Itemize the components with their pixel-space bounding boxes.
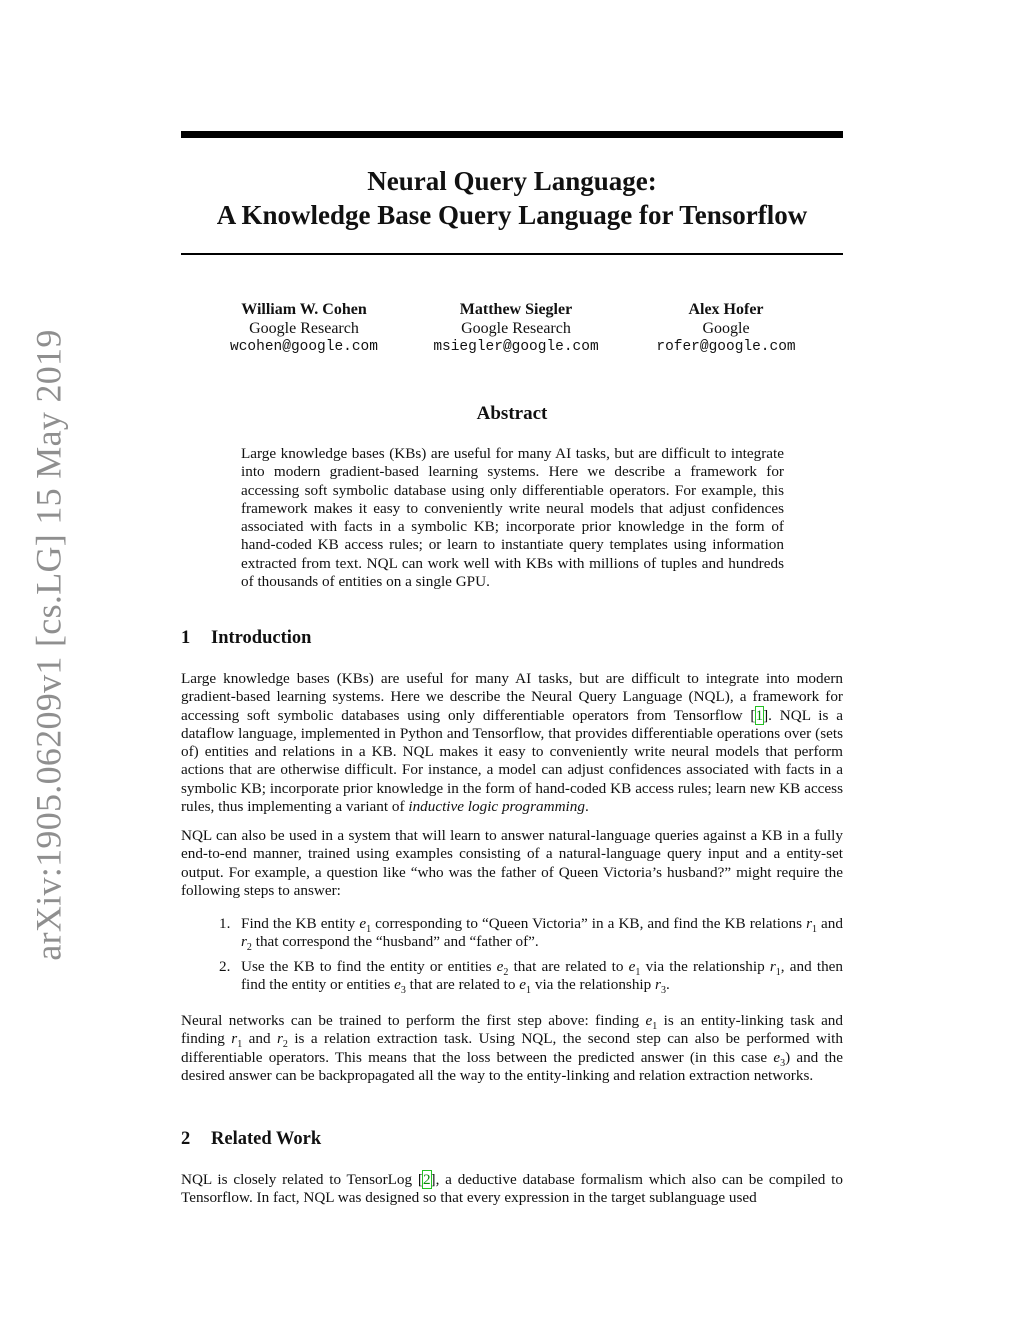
math-var: r <box>231 1030 238 1048</box>
math-sub: 1 <box>775 967 781 979</box>
math-sub: 1 <box>812 924 817 936</box>
list-item <box>215 958 843 995</box>
list-item <box>215 915 843 952</box>
math-sub: 1 <box>366 924 372 936</box>
author-affiliation: Google <box>702 320 750 337</box>
paper-title <box>181 164 843 232</box>
arxiv-identifier-stamp <box>29 329 69 961</box>
text-run: and <box>242 1030 277 1048</box>
text-run: . <box>584 798 589 816</box>
text-run: and <box>817 915 843 932</box>
math-var: r <box>276 1030 283 1048</box>
text-run: ], a deductive database formalism which also can be compiled to Tensorflow. In fact, NQL was designed so that every expression in the target sublanguage used <box>181 1171 843 1207</box>
math-sub: 1 <box>237 1039 243 1051</box>
author-block-3 <box>601 300 851 357</box>
abstract-text: Large knowledge bases (KBs) are useful for many AI tasks, but are difficult to integrate into modern gradient-based learning systems. Here we describe a framework for accessing soft symbolic database using only differentiable operators. For example, this framework makes it easy to conveniently write neural models that adjust confidences associated with facts in a symbolic KB; incorporate prior knowledge in the form of hand-coded KB access rules; or learn to instantiate query templates using information extracted from text. NQL can work well with KBs with millions of tuples and hundreds of thousands of entities on a single GPU. <box>241 445 784 591</box>
math-sub: 3 <box>660 985 666 997</box>
text-run: is a relation extraction task. Using NQL, the second step can also be performed with differentiable operators. This means that the loss between the predicted answer (in this case <box>181 1030 843 1066</box>
math-var: e <box>496 958 504 975</box>
text-run: Find the KB entity <box>241 915 360 932</box>
math-var: e <box>359 915 367 932</box>
citation-link-1[interactable]: 1 <box>755 706 764 724</box>
author-name: Matthew Siegler <box>459 301 573 318</box>
abstract-heading: Abstract <box>476 403 548 424</box>
section-number: 2 <box>181 1129 191 1149</box>
math-var: r <box>769 958 776 975</box>
author-affiliation: Google Research <box>461 320 571 337</box>
section-heading-related-work <box>181 1129 321 1150</box>
text-run: NQL is closely related to TensorLog [ <box>181 1171 423 1188</box>
text-run: ]. NQL is a dataflow language, implemented in Python and Tensorflow, that provides differentiable operations over (sets of) entities and relations in a KB. NQL makes it easy to conveniently write neural models that perform actions that are otherwise difficult. For instance, a model can adjust confidences associated with facts in a symbolic KB; incorporate prior knowledge in the form of hand-coded KB access rules; learn new KB access rules, thus implementing a variant of <box>181 706 843 816</box>
math-sub: 2 <box>246 942 252 954</box>
emphasis-ilp: inductive logic programming <box>408 798 585 816</box>
math-var: r <box>241 933 247 951</box>
intro-paragraph-2: NQL can also be used in a system that will learn to answer natural-language queries against a KB in a fully end-to-end manner, trained using examples consisting of a natural-language query input and a entity-set output. For example, a question like “who was the father of Queen Victoria’s husband?” might require the following steps to answer: <box>181 827 843 899</box>
title-line-2: A Knowledge Base Query Language for Tensorflow <box>216 200 808 230</box>
math-sub: 3 <box>780 1057 786 1069</box>
text-run: Large knowledge bases (KBs) are useful for many AI tasks, but are difficult to integrate into modern gradient-based learning systems. Here we describe the Neural Query Language (NQL), a framework for accessing soft symbolic databases using only differentiable operators from Tensorflow [ <box>181 670 843 724</box>
math-var: r <box>806 915 812 932</box>
section-title: Introduction <box>211 628 312 648</box>
text-run: corresponding to “Queen Victoria” in a KB, and find the KB relations <box>371 915 807 932</box>
math-sub: 2 <box>503 967 509 979</box>
text-run: is an entity-linking task and finding <box>181 1012 843 1048</box>
math-sub: 1 <box>635 967 641 979</box>
text-run: , and then find the entity or entities <box>241 958 843 994</box>
text-run: via the relationship <box>640 958 770 975</box>
math-var: e <box>773 1048 781 1066</box>
text-run: ) and the desired answer can be backpropagated all the way to the entity-linking and relation extraction networks. <box>181 1048 843 1084</box>
title-bottom-rule <box>181 253 843 255</box>
math-var: e <box>645 1012 653 1029</box>
citation-link-2[interactable]: 2 <box>422 1171 431 1188</box>
author-email[interactable]: msiegler@google.com <box>433 339 599 355</box>
text-run: that correspond the “husband” and “father of”. <box>251 933 539 951</box>
list-item-label: 1. <box>219 915 231 932</box>
author-name: William W. Cohen <box>241 301 367 318</box>
list-item-label: 2. <box>219 958 231 975</box>
related-work-paragraph <box>181 1171 843 1208</box>
math-var: e <box>628 958 636 975</box>
math-sub: 3 <box>400 985 406 997</box>
math-sub: 1 <box>652 1021 658 1033</box>
math-var: e <box>394 976 401 994</box>
text-run: that are related to <box>508 958 629 975</box>
list-item-text <box>241 915 843 952</box>
author-email[interactable]: rofer@google.com <box>656 339 796 355</box>
title-top-rule <box>181 131 843 138</box>
title-line-1: Neural Query Language: <box>367 166 657 196</box>
author-email[interactable]: wcohen@google.com <box>230 339 378 355</box>
list-item-text <box>241 958 843 995</box>
arxiv-id-text: arXiv:1905.06209v1 [cs.LG] 15 May 2019 <box>29 329 69 961</box>
intro-paragraph-3 <box>181 1012 843 1085</box>
math-sub: 2 <box>282 1039 288 1051</box>
intro-paragraph-1 <box>181 670 843 816</box>
math-var: e <box>519 976 527 994</box>
text-run: via the relationship <box>531 976 656 994</box>
text-run: Neural networks can be trained to perform the first step above: finding <box>181 1012 646 1029</box>
section-heading-introduction <box>181 628 311 649</box>
author-name: Alex Hofer <box>688 301 764 318</box>
section-number: 1 <box>181 628 191 648</box>
text-run: that are related to <box>405 976 520 994</box>
math-sub: 1 <box>526 985 532 997</box>
section-title: Related Work <box>211 1129 322 1149</box>
math-var: r <box>655 976 661 994</box>
text-run: Use the KB to find the entity or entities <box>241 958 497 975</box>
text-run: . <box>665 976 670 994</box>
author-affiliation: Google Research <box>249 320 359 337</box>
